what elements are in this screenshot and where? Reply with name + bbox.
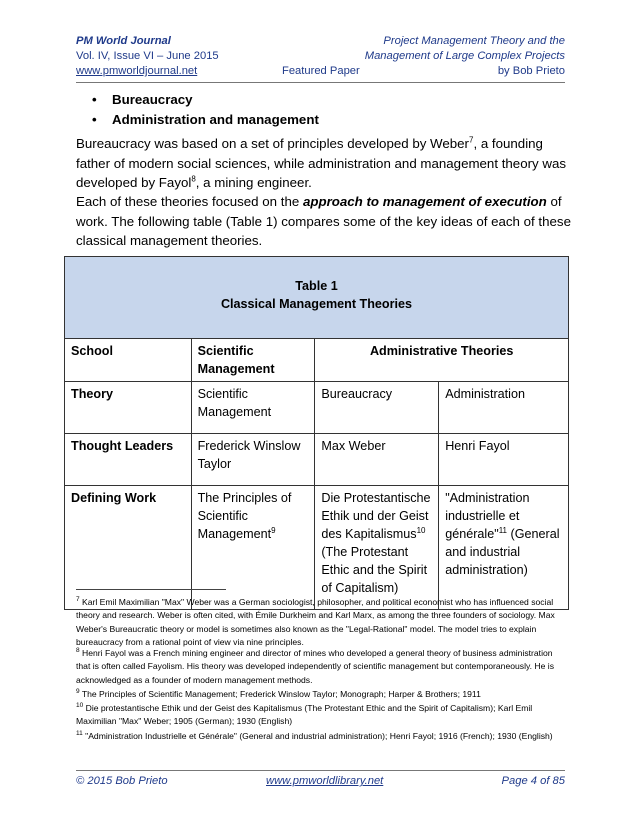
paragraph-approach: Each of these theories focused on the approach to management of execution of work. The following table (Table 1) compares some of the key ideas of each of these classical management theories. xyxy=(76,194,571,249)
footnote: $^9$ The Principles of Scientific Management; Frederick Winslow Taylor; Monograph; Harper & Brothers; 1911 xyxy=(76,688,481,699)
table-caption: Table 1 Classical Management Theories xyxy=(65,257,569,339)
footnote: $^{10}$ Die protestantische Ethik und der Geist des Kapitalismus (The Protestant Ethic and the Spirit of Capitalism); Karl Emil Maximilian "Max" Weber; 1905 (German); 1930 (English) xyxy=(76,702,533,727)
footer-rule xyxy=(76,770,565,771)
journal-link[interactable]: www.pmworldjournal.net xyxy=(76,65,198,77)
header-scientific: Scientific Management xyxy=(191,339,315,382)
page-number: Page 4 of 85 xyxy=(501,775,565,787)
paragraph-weber-fayol: Bureaucracy was based on a set of principles developed by Weber$^7$, a founding father of modern social sciences, while administration and management theory was developed by Fayol$^8$, a mining engineer. xyxy=(76,135,567,191)
footnote-ref[interactable]: 8 xyxy=(191,174,196,184)
journal-name: PM World Journal xyxy=(76,35,171,47)
table-header-row xyxy=(65,339,569,382)
copyright: © 2015 Bob Prieto xyxy=(76,775,168,787)
bullet-icon: • xyxy=(92,92,97,107)
header-school: School xyxy=(65,339,192,382)
bullet-icon: • xyxy=(92,112,97,127)
library-link[interactable]: www.pmworldlibrary.net xyxy=(266,775,384,787)
author-label: by Bob Prieto xyxy=(497,65,565,77)
footnote-ref[interactable]: 9 xyxy=(271,525,276,535)
paper-title-line1: Project Management Theory and the xyxy=(383,35,565,47)
header-rule xyxy=(76,82,565,83)
section-label: Featured Paper xyxy=(282,65,360,77)
paper-title-line2: Management of Large Complex Projects xyxy=(364,50,565,62)
table-row: Defining Work The Principles of Scientific Management$^9$ Die Protestantische Ethik und der Geist des Kapitalismus$^{10}$ (The Protestant Ethic and the Spirit of Capitalism) "Administration industrielle et générale"$^{11}$ (General and industrial administration) xyxy=(65,486,569,610)
footnote: $^{11}$ "Administration Industrielle et Générale" (General and industrial administration); Henri Fayol; 1916 (French); 1930 (English) xyxy=(76,730,553,741)
classical-theories-table xyxy=(64,256,569,610)
footnote-ref[interactable]: 10 xyxy=(416,525,426,535)
footnote: $^7$ Karl Emil Maximilian "Max" Weber was a German sociologist, philosopher, and political economist who has influenced social theory and research. Weber is often cited, with Émile Durkheim and Karl Marx, as among the three founders of sociology. Max Weber's Bureaucratic theory or model is sometimes also known as the "Legal-Rational" model. The model tries to explain bureaucracy from a rational point of view via nine principles. xyxy=(76,596,555,647)
footnote-rule xyxy=(76,589,226,590)
emphasis-text: approach to management of execution xyxy=(302,194,547,209)
header-administrative: Administrative Theories xyxy=(315,339,569,382)
footnote-ref[interactable]: 11 xyxy=(498,525,507,535)
issue-info: Vol. IV, Issue VI – June 2015 xyxy=(76,50,219,62)
footnote: $^8$ Henri Fayol was a French mining engineer and director of mines who developed a general theory of business administration that is often called Fayolism. His theory was developed independently of scientific management but contemporaneously. He is acknowledged as a founder of modern management methods. xyxy=(76,647,555,685)
table-row: Theory Scientific Management Bureaucracy Administration xyxy=(65,382,569,434)
table-row: Thought Leaders Frederick Winslow Taylor Max Weber Henri Fayol xyxy=(65,434,569,486)
footnote-ref[interactable]: 7 xyxy=(468,135,474,145)
